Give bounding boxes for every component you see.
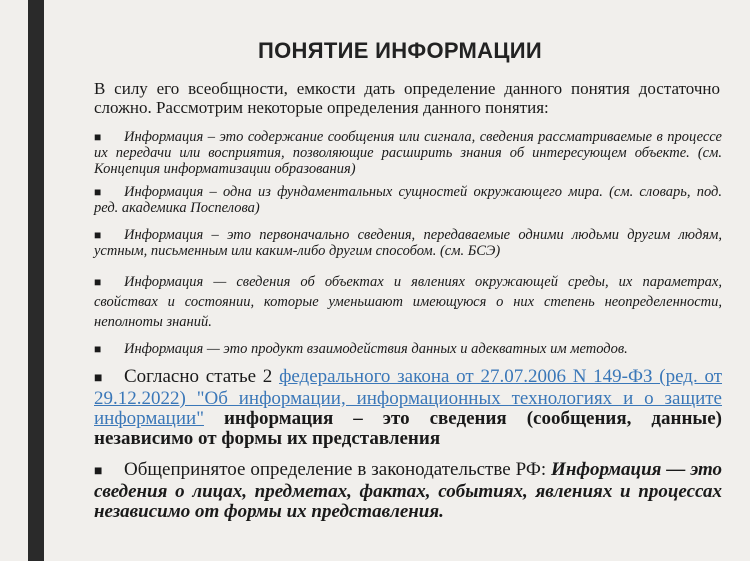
left-accent-bar [28, 0, 44, 561]
definition-item [94, 129, 722, 177]
square-bullet-icon: ■ [94, 371, 103, 386]
slide [60, 0, 740, 561]
slide-title: ПОНЯТИЕ ИНФОРМАЦИИ [258, 38, 542, 63]
definition-text: Информация – это первоначально сведения, передаваемые одними людьми другим людям, устным, письменным или каким-либо другим способом. (см. БСЭ) [94, 227, 722, 259]
square-bullet-icon: ■ [94, 228, 102, 242]
square-bullet-icon: ■ [94, 185, 102, 199]
definition-item [94, 272, 722, 332]
definition-item-law [94, 367, 722, 449]
intro-paragraph: В силу его всеобщности, емкости дать определение данного понятия достаточно сложно. Рассмотрим некоторые определения данного понятия: [94, 79, 720, 117]
square-bullet-icon: ■ [94, 130, 102, 144]
definition-item-legislation [94, 460, 722, 522]
definition-item [94, 184, 722, 216]
legislation-definition: Информация — это сведения о лицах, предметах, фактах, событиях, явлениях и процессах независимо от формы их представления. [94, 459, 722, 522]
federal-law-link[interactable]: федерального закона от 27.07.2006 N 149-ФЗ (ред. от 29.12.2022) "Об информации, информационных технологиях и о защите информации" [94, 366, 723, 429]
square-bullet-icon: ■ [94, 275, 102, 289]
square-bullet-icon: ■ [94, 464, 103, 479]
legislation-prefix: Общепринятое определение в законодательстве РФ: [124, 459, 552, 480]
definition-text: Информация – одна из фундаментальных сущностей окружающего мира. (см. словарь, под. ред. академика Поспелова) [94, 184, 722, 216]
law-definition: информация – это сведения (сообщения, данные) независимо от формы их представления [94, 408, 722, 449]
definition-item [94, 227, 722, 259]
square-bullet-icon: ■ [94, 342, 102, 356]
definition-text: Информация – это содержание сообщения или сигнала, сведения рассматриваемые в процессе их передачи или восприятия, позволяющие расширить знания об интересующем объекте. (см. Концепция информатизации образования) [94, 129, 722, 177]
definition-text: Информация — сведения об объектах и явлениях окружающей среды, их параметрах, свойствах и состоянии, которые уменьшают имеющуюся о них степень неопределенности, неполноты знаний. [94, 274, 722, 330]
definition-text: Информация — это продукт взаимодействия данных и адекватных им методов. [124, 341, 628, 357]
definition-item [94, 339, 722, 359]
law-prefix: Согласно статье 2 [124, 366, 280, 387]
